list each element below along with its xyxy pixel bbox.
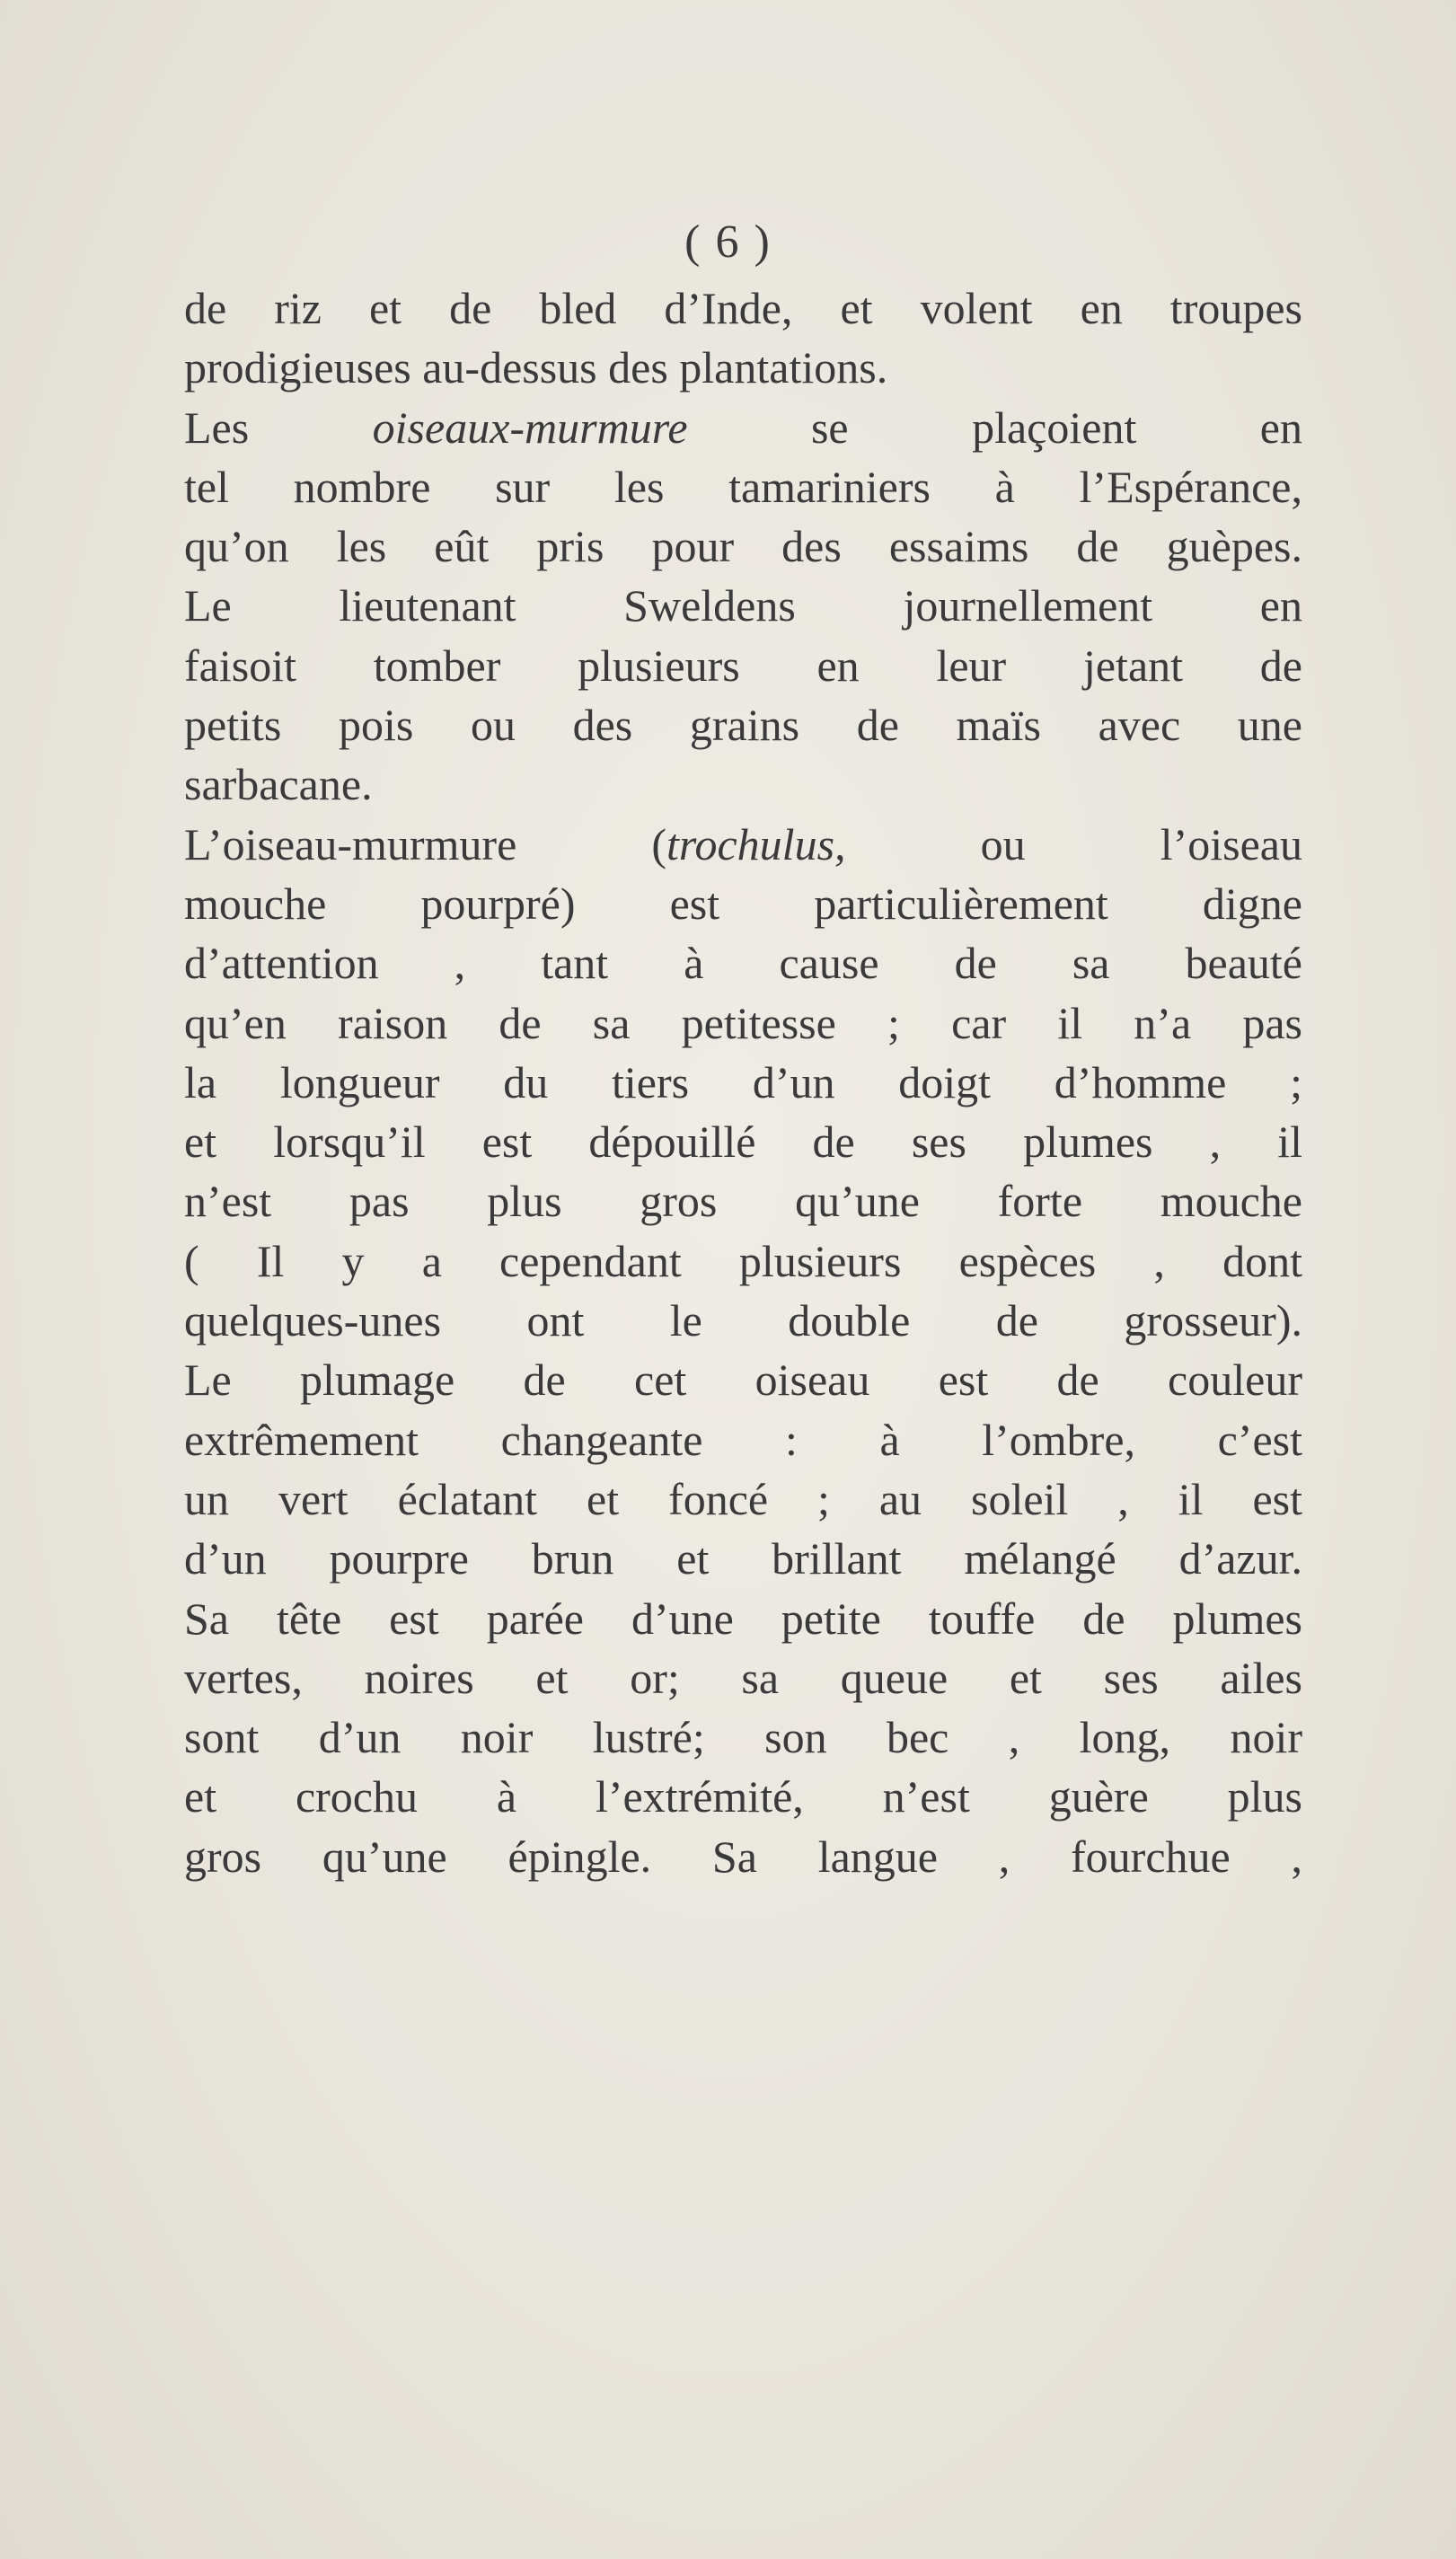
text-line: mouche pourpré) est particulièrement digne (184, 878, 1302, 929)
text-line: quelques-unes ont le double de grosseur). (184, 1295, 1302, 1346)
text-line: et crochu à l’extrémité, n’est guère plus (184, 1771, 1302, 1822)
text-line: qu’en raison de sa petitesse ; car il n’a pas (184, 997, 1302, 1048)
text-line: n’est pas plus gros qu’une forte mouche (184, 1176, 1302, 1227)
text-line: vertes, noires et or; sa queue et ses ailes (184, 1652, 1302, 1703)
text-line: sarbacane. (184, 759, 373, 810)
text-line: Le lieutenant Sweldens journellement en (184, 580, 1302, 631)
text-fragment: ou l’oiseau (845, 818, 1302, 869)
text-line: Le plumage de cet oiseau est de couleur (184, 1355, 1302, 1406)
text-line: ( Il y a cependant plusieurs espèces , dont (184, 1235, 1302, 1286)
text-line: prodigieuses au-dessus des plantations. (184, 342, 888, 393)
text-line (184, 815, 1302, 874)
italic-term: trochulus, (666, 818, 846, 869)
text-line: un vert éclatant et foncé ; au soleil , il est (184, 1473, 1302, 1524)
text-line: et lorsqu’il est dépouillé de ses plumes , il (184, 1116, 1302, 1168)
text-line: tel nombre sur les tamariniers à l’Espérance, (184, 461, 1302, 512)
text-line (184, 398, 1302, 457)
text-line: de riz et de bled d’Inde, et volent en troupes (184, 283, 1302, 333)
text-line: qu’on les eût pris pour des essaims de guèpes. (184, 521, 1302, 572)
text-fragment: L’oiseau-murmure ( (184, 818, 666, 869)
text-line: sont d’un noir lustré; son bec , long, noir (184, 1712, 1302, 1763)
page-number: ( 6 ) (684, 216, 772, 268)
text-line: petits pois ou des grains de maïs avec une (184, 700, 1302, 751)
text-fragment: Les (184, 401, 373, 453)
text-fragment: se plaçoient en (687, 401, 1302, 453)
text-line: d’attention , tant à cause de sa beauté (184, 938, 1302, 989)
italic-term: oiseaux-murmure (372, 401, 688, 453)
text-line: extrêmement changeante : à l’ombre, c’est (184, 1414, 1302, 1465)
text-line: faisoit tomber plusieurs en leur jetant de (184, 640, 1302, 691)
body-text (184, 278, 1302, 1886)
text-line: la longueur du tiers d’un doigt d’homme ; (184, 1056, 1302, 1107)
text-line: gros qu’une épingle. Sa langue , fourchue , (184, 1831, 1302, 1882)
text-line: Sa tête est parée d’une petite touffe de plumes (184, 1593, 1302, 1644)
text-line: d’un pourpre brun et brillant mélangé d’azur. (184, 1533, 1302, 1584)
